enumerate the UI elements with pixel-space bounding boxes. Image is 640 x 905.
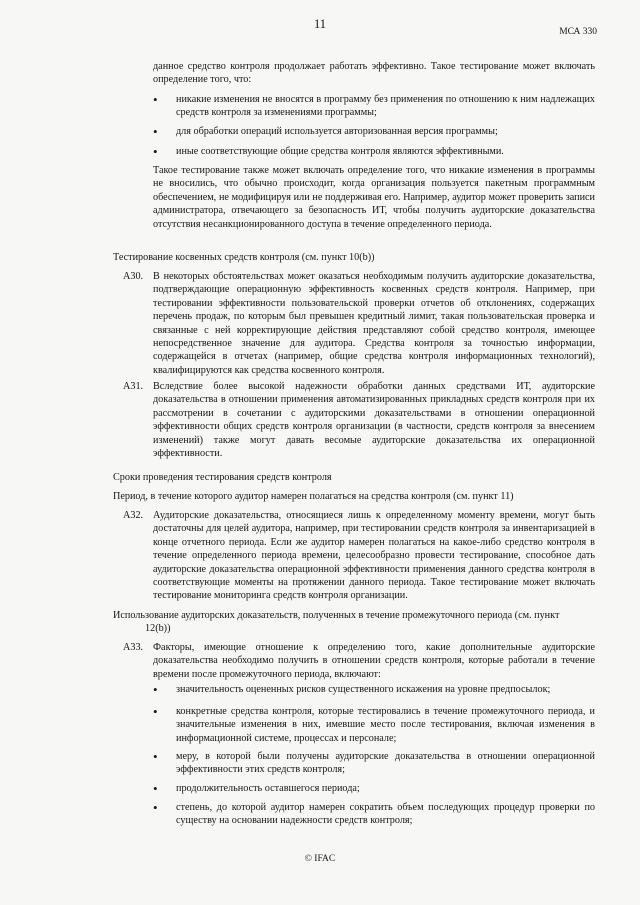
list-item <box>153 145 595 159</box>
paragraph-a30 <box>113 270 595 380</box>
bullet-icon <box>153 782 173 797</box>
list-item <box>153 750 595 777</box>
bullet-icon <box>153 705 173 720</box>
section-heading-interim-cont: 12(b)) <box>145 623 171 634</box>
paragraph-label: A32. <box>123 510 144 521</box>
bullet-icon <box>153 93 173 108</box>
list-item <box>153 683 595 697</box>
section-heading-timing: Сроки проведения тестирования средств контроля <box>113 472 332 483</box>
bullet-icon <box>153 801 173 816</box>
paragraph-label: A30. <box>123 271 144 282</box>
list-item-text: значительность оцененных рисков существенного искажения на уровне предпосылок; <box>176 684 551 695</box>
paragraph-a33 <box>113 641 595 686</box>
bullet-icon <box>153 683 173 698</box>
list-item-text: степень, до которой аудитор намерен сократить объем последующих процедур проверки по существу на основании надежности средств контроля; <box>176 802 595 827</box>
paragraph-text: Факторы, имеющие отношение к определению того, какие дополнительные аудиторские доказательства необходимо получить в отношении средств контроля, которые работали в течение времени после промежуточного периода, включают: <box>153 642 595 680</box>
list-item-text: меру, в которой были получены аудиторские доказательства в отношении операционной эффективности этих средств контроля; <box>176 751 595 776</box>
list-item <box>153 782 595 796</box>
paragraph-text: Аудиторские доказательства, относящиеся лишь к определенному моменту времени, могут быть достаточны для целей аудитора, например, при тестировании средств контроля за инвентаризацией в конце отчетного периода. Если же аудитор намерен полагаться на какое-либо средство контроля в течение определенного периода времени, целесообразно провести тестирование, способное дать аудиторские доказательства операционной эффективности применения данного средства контроля в соответствующие моменты на протяжении данного периода. Такое тестирование может включать тестирование мониторинга средств контроля организации. <box>153 510 595 602</box>
bullet-icon <box>153 125 173 140</box>
list-item-text: конкретные средства контроля, которые тестировались в течение промежуточного периода, и значительные изменения в них, имевшие место после тестирования, включая изменения в информационной системе, процессах и персонале; <box>176 706 595 744</box>
list-item-text: для обработки операций используется авторизованная версия программы; <box>176 126 498 137</box>
list-item <box>153 125 595 139</box>
paragraph-a32 <box>113 509 595 604</box>
section-heading-indirect: Тестирование косвенных средств контроля (см. пункт 10(b)) <box>113 252 375 263</box>
list-item <box>153 93 595 120</box>
section-heading-interim: Использование аудиторских доказательств, полученных в течение промежуточного периода (см. пункт <box>113 610 560 621</box>
list-item <box>153 705 595 745</box>
paragraph-label: A33. <box>123 642 144 653</box>
intro-paragraph: данное средство контроля продолжает работать эффективно. Такое тестирование может включать определение того, что: <box>153 61 595 86</box>
paragraph-label: A31. <box>123 381 144 392</box>
paragraph-a31 <box>113 380 595 460</box>
page-number: 11 <box>313 17 327 31</box>
paragraph-text: Вследствие более высокой надежности обработки данных средствами ИТ, аудиторские доказательства в отношении применения автоматизированных прикладных средств контроля при их рассмотрении в сочетании с аудиторскими доказательствами в отношении операционной эффективности общих средств контроля организации (в частности, средств контроля за внесением изменений) также могут давать весомые аудиторские доказательства их операционной эффективности. <box>153 381 595 460</box>
list-item-text: никакие изменения не вносятся в программу без применения по отношению к ним надлежащих средств контроля за изменениями программы; <box>176 94 595 119</box>
footer-copyright: © IFAC <box>304 854 336 864</box>
intro-tail-paragraph: Такое тестирование также может включать определение того, что никакие изменения в программы не вносились, что обычно происходит, когда организация пользуется пакетным программным обеспечением, не модифицируя или не поддерживая его. Например, аудитор может проверить записи администратора, отвечающего за безопасность ИТ, чтобы получить аудиторские доказательства отсутствия несанкционированного доступа в течение определенного периода. <box>153 165 595 230</box>
bullet-icon <box>153 145 173 160</box>
standard-code: МСА 330 <box>559 27 597 37</box>
list-item-text: продолжительность оставшегося периода; <box>176 783 360 794</box>
list-item-text: иные соответствующие общие средства контроля являются эффективными. <box>176 146 504 157</box>
paragraph-text: В некоторых обстоятельствах может оказаться необходимым получить аудиторские доказательства, подтверждающие операционную эффективность косвенных средств контроля. Например, при тестировании эффективности пользовательской проверки отчетов об отклонениях, содержащих перечень продаж, по которым был превышен кредитный лимит, такая пользовательская проверка и связанные с ней корректирующие действия представляют собой средство контроля, имеющее непосредственное значение для аудитора. Средства контроля за точностью информации, содержащейся в отчетах (например, общие средства контроля информационных технологий), квалифицируются как средства косвенного контроля. <box>153 271 595 376</box>
section-heading-period: Период, в течение которого аудитор намерен полагаться на средства контроля (см. пункт 11) <box>113 491 514 502</box>
list-item <box>153 801 595 828</box>
bullet-icon <box>153 750 173 765</box>
